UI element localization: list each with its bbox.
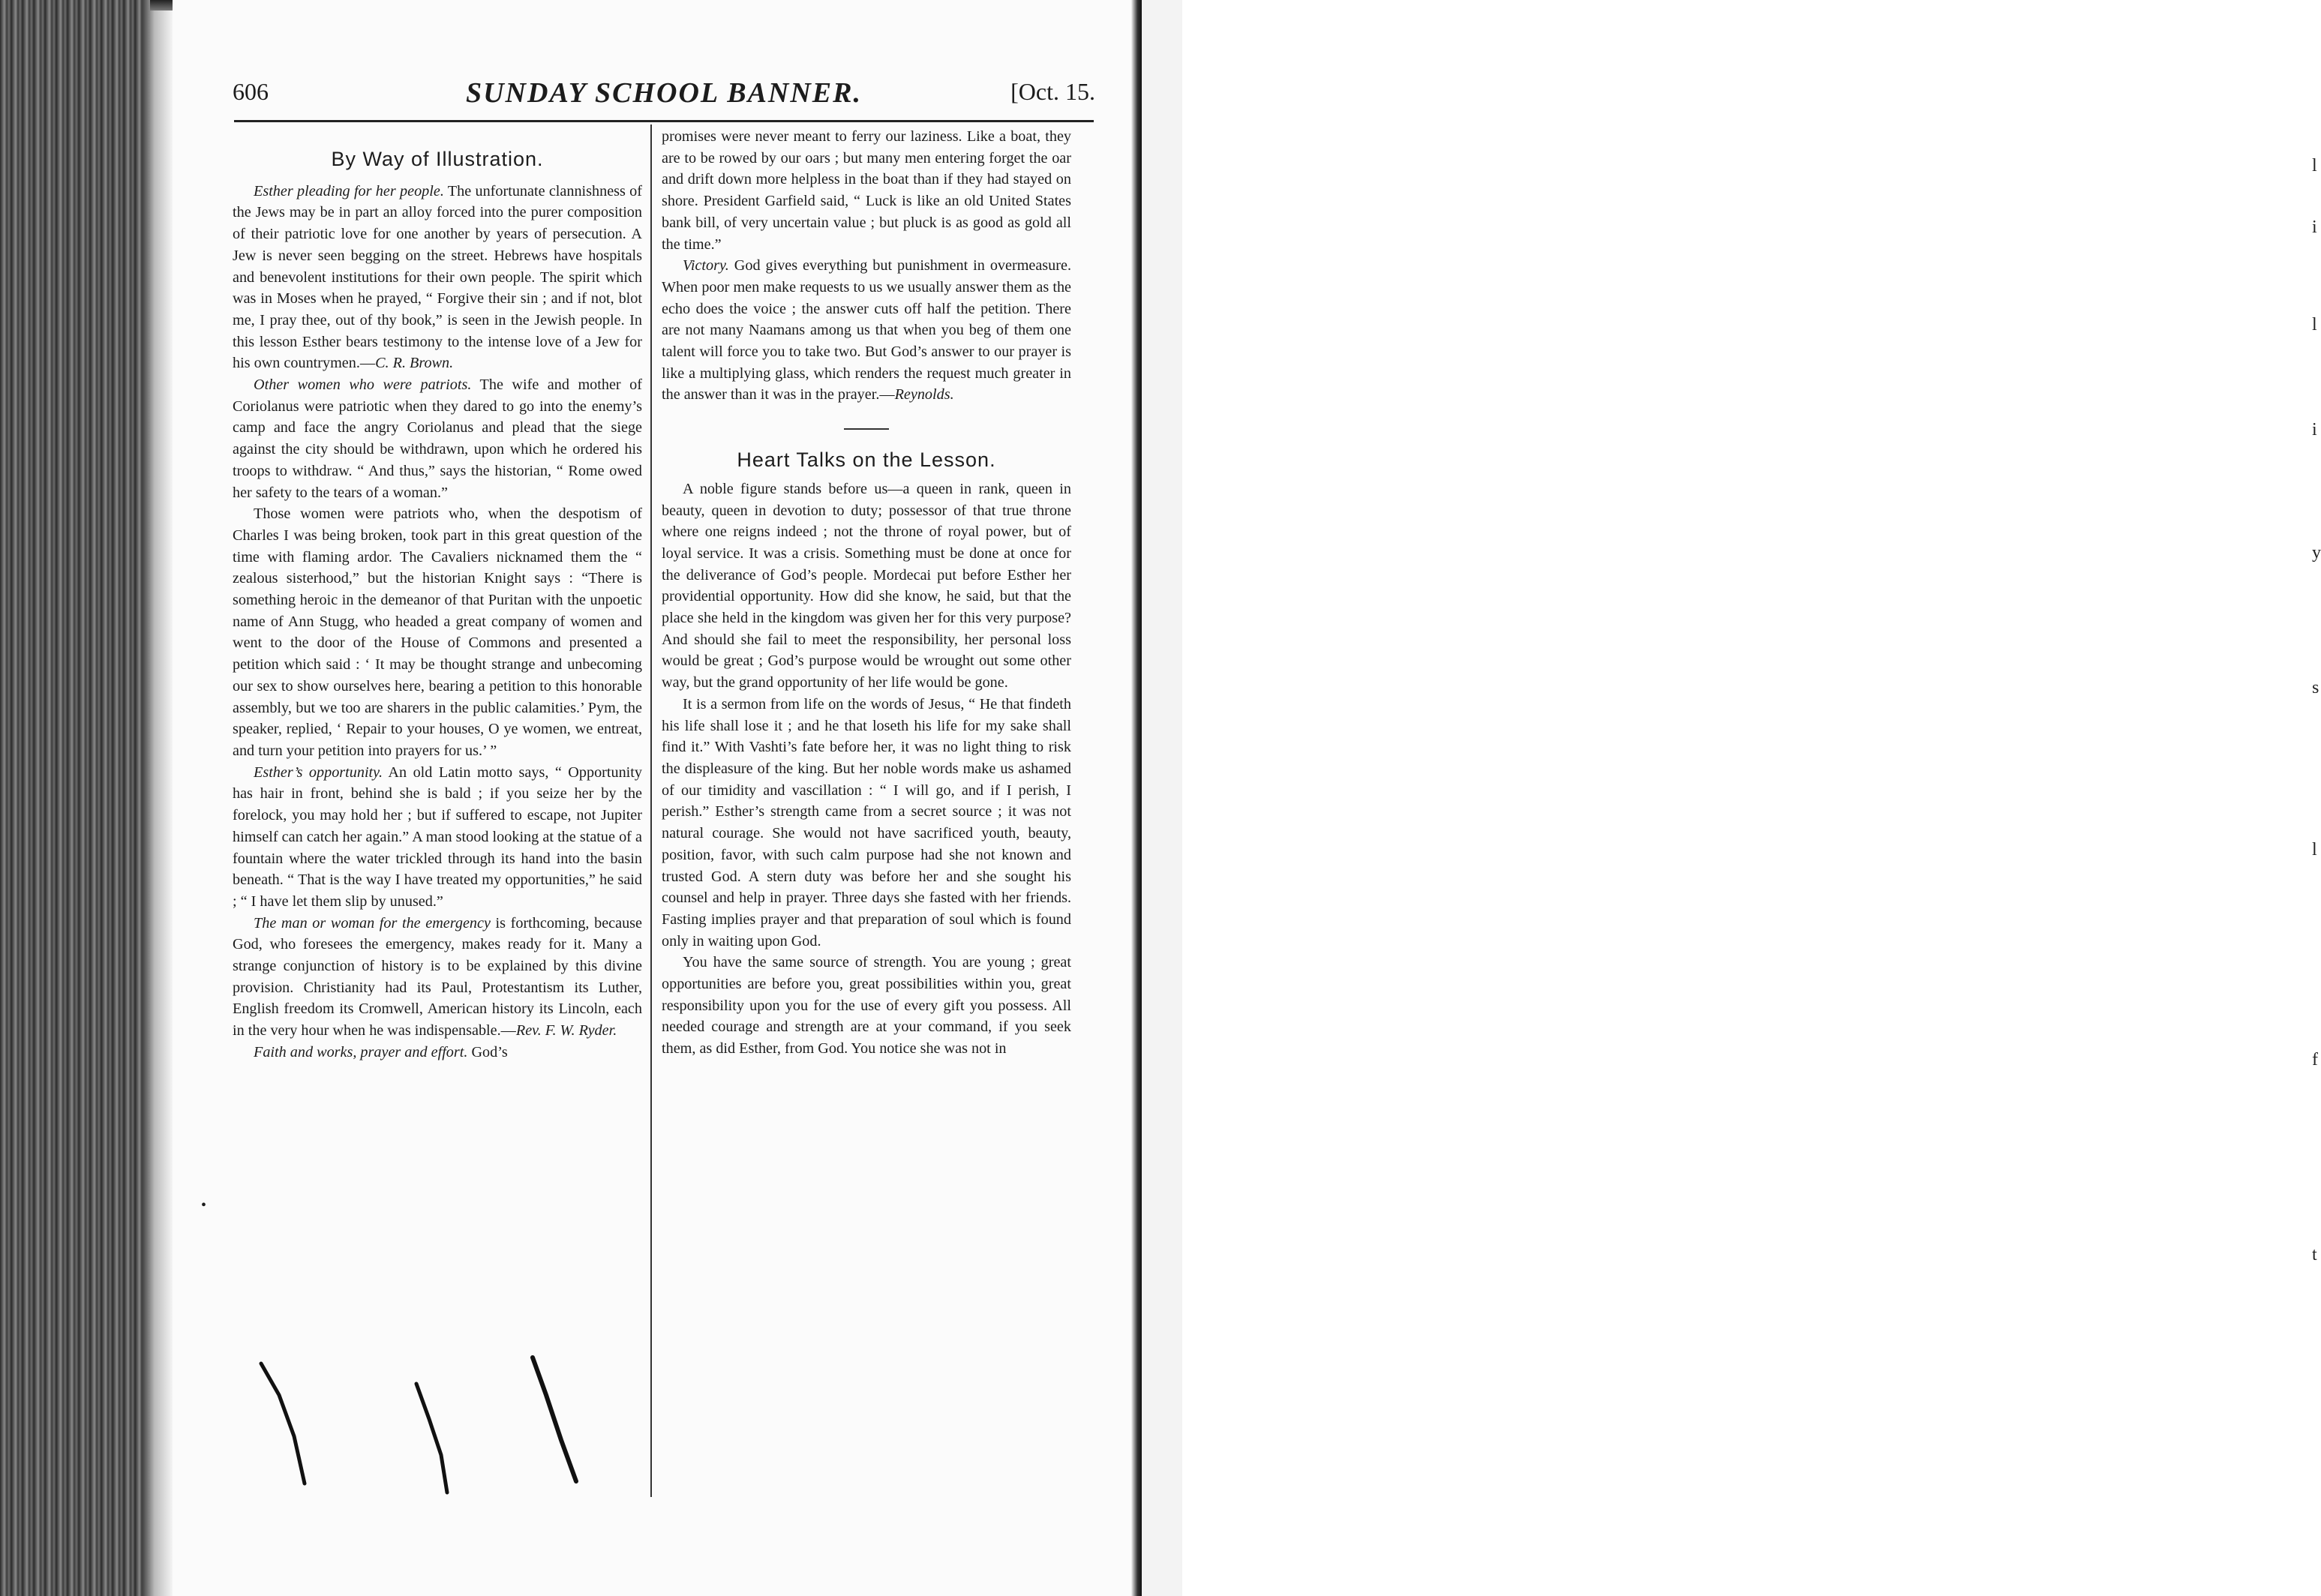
- adjacent-page-letter: l: [2312, 315, 2317, 334]
- binding-shadow: [143, 0, 173, 1596]
- right-gutter: [1131, 0, 1142, 1596]
- adjacent-page-letter: i: [2312, 218, 2317, 237]
- page-header: [233, 78, 1095, 116]
- run-in-title: Faith and works, prayer and effort.: [254, 1043, 468, 1060]
- paragraph: [662, 255, 1071, 406]
- paragraph-text: God’s: [467, 1043, 508, 1060]
- left-column: [233, 126, 642, 1498]
- issue-date: [Oct. 15.: [1010, 78, 1095, 105]
- right-column: [662, 126, 1071, 1498]
- run-in-title: Esther pleading for her people.: [254, 182, 444, 200]
- paragraph: [233, 503, 642, 761]
- paragraph-text: It is a sermon from life on the words of Jesus, “ He that findeth his life shall lose it ; and he that loseth his life for my sake shall find it.” With Vashti’s fate before her, it was no light thing to risk the displeasure of the king. But her noble words make us ashamed of our timidity and vascillation : “ I will go, and if I perish, I perish.” Esther’s strength came from a secret source ; it was not natural courage. She would not have sacrificed youth, beauty, position, favor, with such calm purpose had she not known and trusted God. A stern duty was before her and she sought his counsel and help in prayer. Three days she fasted with her friends. Fasting implies prayer and that preparation of soul which is found only in waiting upon God.: [662, 695, 1071, 950]
- paragraph: [233, 181, 642, 374]
- paragraph-text: An old Latin motto says, “ Opportunity has hair in front, behind she is bald ; if you seize her by the forelock, you may hold her ; but if suffered to escape, not Jupiter himself can catch her again.” A man stood looking at the statue of a fountain where the water trickled through its hand into the basin beneath. “ That is the way I have treated my opportunities,” he said ; “ I have let them slip by unused.”: [233, 764, 642, 910]
- header-rule: [234, 120, 1094, 122]
- page-number: 606: [233, 78, 269, 105]
- adjacent-page-letter: l: [2312, 156, 2317, 176]
- paragraph-text: A noble figure stands before us—a queen in rank, queen in beauty, queen in devotion to duty; possessor of that true throne where one reigns indeed ; not the throne of royal power, but of loyal service. It was a crisis. Something must be done at once for the deliverance of God’s people. Mordecai put before Esther her providential opportunity. How did she know, he said, but that the place she held in the kingdom was given her for this very purpose? And should she fail to meet the responsibility, her personal loss would be great ; God’s purpose would be wrought out some other way, but the grand opportunity of her life would be gone.: [662, 480, 1071, 692]
- running-title: SUNDAY SCHOOL BANNER.: [465, 77, 862, 109]
- paragraph: [662, 478, 1071, 694]
- paragraph: [662, 694, 1071, 952]
- margin-bullet: •: [201, 1197, 207, 1214]
- adjacent-page-letter: t: [2312, 1245, 2317, 1264]
- paragraph: [662, 952, 1071, 1060]
- run-in-title: Victory.: [683, 257, 729, 274]
- adjacent-page-letter: i: [2312, 420, 2317, 440]
- paragraph: [233, 1042, 642, 1064]
- run-in-title: Other women who were patriots.: [254, 376, 472, 394]
- paragraph-text: You have the same source of strength. You are young ; great opportunities are before you, great possibilities within you, great responsibility upon you for the use of every gift you possess. All needed courage and strength are at your command, if you seek them, as did Esther, from God. You notice she was not in: [662, 954, 1071, 1058]
- paragraph-text: Those women were patriots who, when the despotism of Charles I was being broken, took part in this great question of the time with flaming ardor. The Cavaliers nicknamed them the “ zealous sisterhood,” but the historian Knight says : “There is something heroic in the demeanor of that Puritan with the unpoetic name of Ann Stugg, who headed a great company of women and went to the door of the House of Commons and presented a petition which said : ‘ It may be thought strange and unbecoming our sex to show ourselves here, bearing a petition to this honorable assembly, but we too are sharers in the public calamities.’ Pym, the speaker, replied, ‘ Repair to your houses, O ye women, we entreat, and turn your petition into prayers for us.’ ”: [233, 506, 642, 759]
- adjacent-page-letter: s: [2312, 678, 2319, 698]
- paragraph: [233, 374, 642, 503]
- run-in-title: The man or woman for the emergency: [254, 914, 491, 932]
- paragraph-text: The wife and mother of Coriolanus were patriotic when they dared to go into the enemy’s camp and face the angry Coriolanus and plead that the siege against the city should be withdrawn, upon which he ordered his troops to withdraw. “ And thus,” says the historian, “ Rome owed her safety to the tears of a woman.”: [233, 376, 642, 501]
- section-heading-heart-talks: Heart Talks on the Lesson.: [737, 448, 996, 472]
- attribution: C. R. Brown.: [375, 355, 454, 372]
- adjacent-page-strip: [1142, 0, 2321, 1596]
- paragraph: [662, 126, 1071, 255]
- attribution: Rev. F. W. Ryder.: [515, 1022, 617, 1040]
- adjacent-page-letter: f: [2312, 1050, 2318, 1070]
- paragraph-text: is forthcoming, because God, who foresees the emergency, makes ready for it. Many a strange conjunction of history is to be explained by this divine provision. Christianity had its Paul, Protestantism its Luther, English freedom its Cromwell, American history its Lincoln, each in the very hour when he was indispensable.—: [233, 914, 642, 1040]
- book-spine-edges: [0, 0, 150, 1596]
- section-separator: [844, 428, 889, 430]
- paragraph-text: promises were never meant to ferry our laziness. Like a boat, they are to be rowed by our oars ; but many men entering forget the oar and drift down more helpless in the boat than if they had stayed on shore. President Garfield said, “ Luck is like an old United States bank bill, of very uncertain value ; but pluck is as good as gold all the time.”: [662, 128, 1071, 253]
- section-heading-illustration: By Way of Illustration.: [331, 148, 544, 170]
- paragraph-text: God gives everything but punishment in overmeasure. When poor men make requests to us we usually answer them as the echo does the voice ; the answer cuts off half the petition. There are not many Naamans among us that when you beg of them one talent will force you to take two. But God’s answer to our prayer is like a multiplying glass, which renders the request much greater in the answer than it was in the prayer.—: [662, 257, 1071, 404]
- column-divider: [650, 124, 652, 1497]
- document-page: [173, 0, 1131, 1596]
- paragraph: [233, 762, 642, 913]
- paragraph: [233, 913, 642, 1042]
- adjacent-page-letter: l: [2312, 840, 2317, 860]
- adjacent-page-letter: y: [2312, 543, 2321, 562]
- paragraph-text: The unfortunate clannishness of the Jews may be in part an alloy forced into the purer composition of their patriotic love for one another by years of persecution. A Jew is never seen begging on the street. Hebrews have hospitals and benevolent institutions for their own people. The spirit which was in Moses when he prayed, “ Forgive their sin ; and if not, blot me, I pray thee, out of thy book,” is seen in the Jewish people. In this lesson Esther bears testimony to the intense love of a Jew for his own countrymen.—: [233, 182, 642, 372]
- run-in-title: Esther’s opportunity.: [254, 764, 383, 781]
- attribution: Reynolds.: [894, 386, 954, 404]
